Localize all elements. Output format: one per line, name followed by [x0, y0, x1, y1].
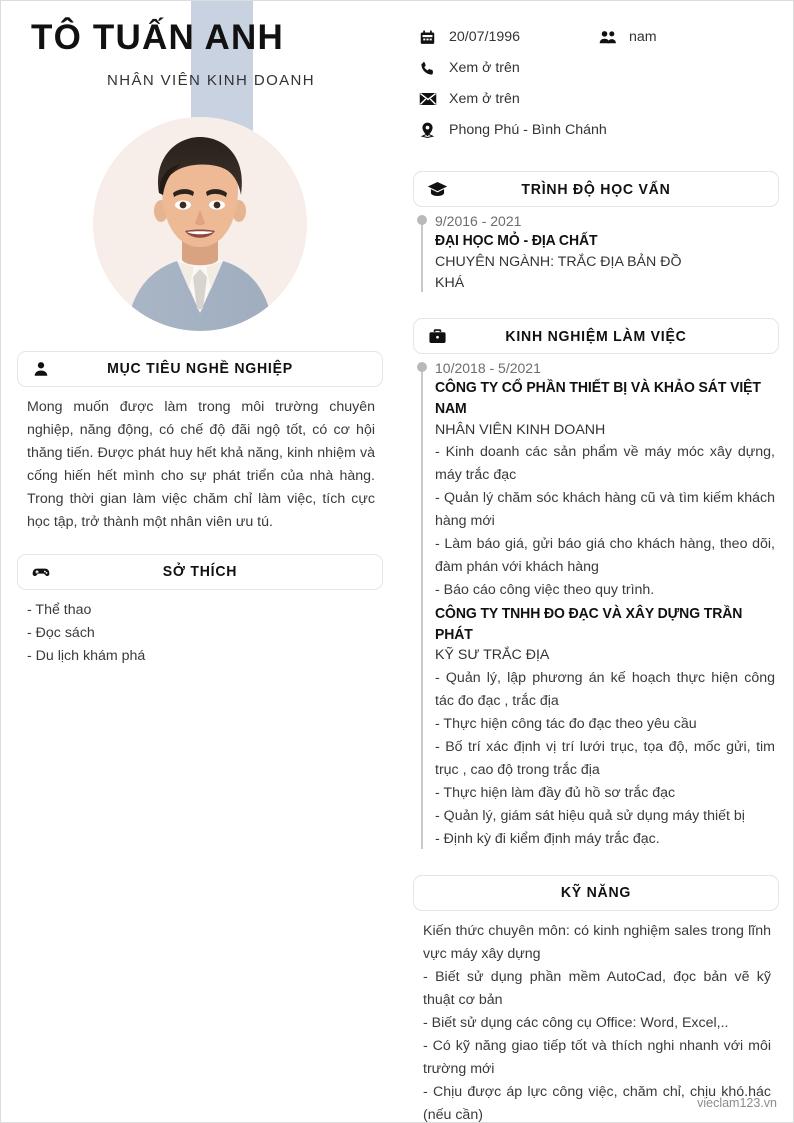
email-icon	[419, 89, 443, 109]
list-item: - Biết sử dụng các công cụ Office: Word, Excel,..	[423, 1014, 729, 1031]
list-item: - Bố trí xác định vị trí lưới trục, tọa độ, mốc gửi, tim trục , cao độ trong trắc địa	[435, 738, 775, 778]
section-header-experience	[413, 318, 779, 354]
graduation-cap-icon	[426, 178, 448, 200]
contact-birthday-value: 20/07/1996	[449, 29, 521, 45]
section-header-objective	[17, 351, 383, 387]
section-header-education	[413, 171, 779, 207]
contact-location-value: Phong Phú - Bình Chánh	[449, 122, 607, 138]
section-header-skills	[413, 875, 779, 911]
experience-bullets	[435, 441, 775, 602]
portrait-photo	[93, 117, 307, 331]
list-item: - Đọc sách	[27, 624, 95, 641]
education-timeline	[417, 207, 779, 298]
list-item: - Quản lý, lập phương án kế hoạch thực hiện công tác đo đạc , trắc địa	[435, 669, 775, 709]
experience-company: CÔNG TY TNHH ĐO ĐẠC VÀ XÂY DỰNG TRẦN PHÁT	[435, 606, 743, 643]
education-school: ĐẠI HỌC MỎ - ĐỊA CHẤT	[435, 233, 598, 249]
contact-phone-value: Xem ở trên	[449, 60, 520, 76]
list-item: - Quản lý, giám sát hiệu quả sử dụng máy thiết bị	[435, 807, 745, 824]
job-title: NHÂN VIÊN KINH DOANH	[106, 71, 316, 89]
hobbies-list	[17, 590, 383, 668]
list-item: Kiến thức chuyên môn: có kinh nghiệm sales trong lĩnh vực máy xây dựng	[423, 922, 771, 962]
contact-birthday	[419, 27, 599, 47]
phone-icon	[419, 58, 443, 78]
contact-gender-value: nam	[629, 29, 657, 45]
education-grade: KHÁ	[435, 275, 465, 292]
location-icon	[419, 120, 443, 140]
list-item: - Có kỹ năng giao tiếp tốt và thích nghi nhanh với môi trường mới	[423, 1037, 771, 1077]
avatar	[93, 117, 307, 331]
experience-timeline	[417, 354, 779, 854]
list-item: - Báo cáo công việc theo quy trình.	[435, 582, 655, 599]
cv-columns	[1, 1, 793, 1122]
section-title-education: TRÌNH ĐỘ HỌC VẤN	[521, 180, 671, 198]
list-item: - Quản lý chăm sóc khách hàng cũ và tìm kiếm khách hàng mới	[435, 490, 775, 530]
experience-date: 10/2018 - 5/2021	[435, 360, 541, 377]
contact-block	[413, 15, 779, 151]
right-column	[401, 1, 793, 1122]
name-block	[17, 1, 383, 89]
contact-email	[419, 89, 779, 109]
gender-icon	[599, 27, 623, 47]
list-item: - Kinh doanh các sản phẩm về máy móc xây dựng, máy trắc đạc	[435, 444, 775, 484]
list-item: - Định kỳ đi kiểm định máy trắc đạc.	[435, 830, 660, 847]
footer-watermark: vieclam123.vn	[697, 1096, 777, 1110]
list-item: - Du lịch khám phá	[27, 647, 146, 664]
section-title-experience: KINH NGHIỆM LÀM VIỆC	[505, 327, 687, 345]
left-column	[1, 1, 401, 1122]
timeline-dot	[417, 215, 427, 225]
objective-text: Mong muốn được làm trong môi trường chuyên nghiệp, năng động, có chế độ đãi ngộ tốt, có cơ hội thăng tiến. Được phát huy hết khả năng, kinh nhiệm và cống hiến hết mình cho sự phát triển của nhà hàng. Trong thời gian làm việc chăm chỉ làm việc, tích cực học tập, trở thành một nhân viên ưu tú.	[27, 398, 375, 530]
section-header-hobbies	[17, 554, 383, 590]
experience-company: CÔNG TY CỔ PHẦN THIẾT BỊ VÀ KHẢO SÁT VIỆT NAM	[435, 380, 761, 418]
experience-role: KỸ SƯ TRẮC ĐỊA	[435, 647, 550, 664]
section-title-objective: MỤC TIÊU NGHỀ NGHIỆP	[107, 360, 293, 377]
experience-role: NHÂN VIÊN KINH DOANH	[435, 421, 606, 438]
list-item: - Thực hiện công tác đo đạc theo yêu cầu	[435, 715, 697, 732]
education-date: 9/2016 - 2021	[435, 213, 522, 229]
section-title-hobbies: SỞ THÍCH	[162, 563, 238, 580]
contact-email-value: Xem ở trên	[449, 91, 520, 107]
contact-gender	[599, 27, 779, 47]
list-item: - Làm báo giá, gửi báo giá cho khách hàng, theo dõi, đàm phán với khách hàng	[435, 536, 775, 576]
gamepad-icon	[30, 561, 52, 583]
list-item: - Thực hiện làm đầy đủ hồ sơ trắc đạc	[435, 784, 676, 801]
experience-bullets	[435, 667, 775, 851]
education-major: CHUYÊN NGÀNH: TRẮC ĐỊA BẢN ĐỒ	[435, 253, 682, 270]
list-item: - Chịu được áp lực công việc, chăm chỉ, chịu khó.hác (nếu cần)	[423, 1083, 771, 1123]
contact-location	[419, 120, 779, 140]
briefcase-icon	[426, 325, 448, 347]
list-item: - Thể thao	[27, 601, 92, 618]
person-icon	[30, 358, 52, 380]
contact-phone	[419, 58, 779, 78]
section-title-skills: KỸ NĂNG	[560, 884, 632, 902]
calendar-icon	[419, 27, 443, 47]
list-item: - Biết sử dụng phần mềm AutoCad, đọc bản vẽ kỹ thuật cơ bản	[423, 968, 771, 1008]
page-title: TÔ TUẤN ANH	[31, 18, 284, 57]
timeline-dot	[417, 362, 427, 372]
skills-list	[413, 911, 779, 1123]
